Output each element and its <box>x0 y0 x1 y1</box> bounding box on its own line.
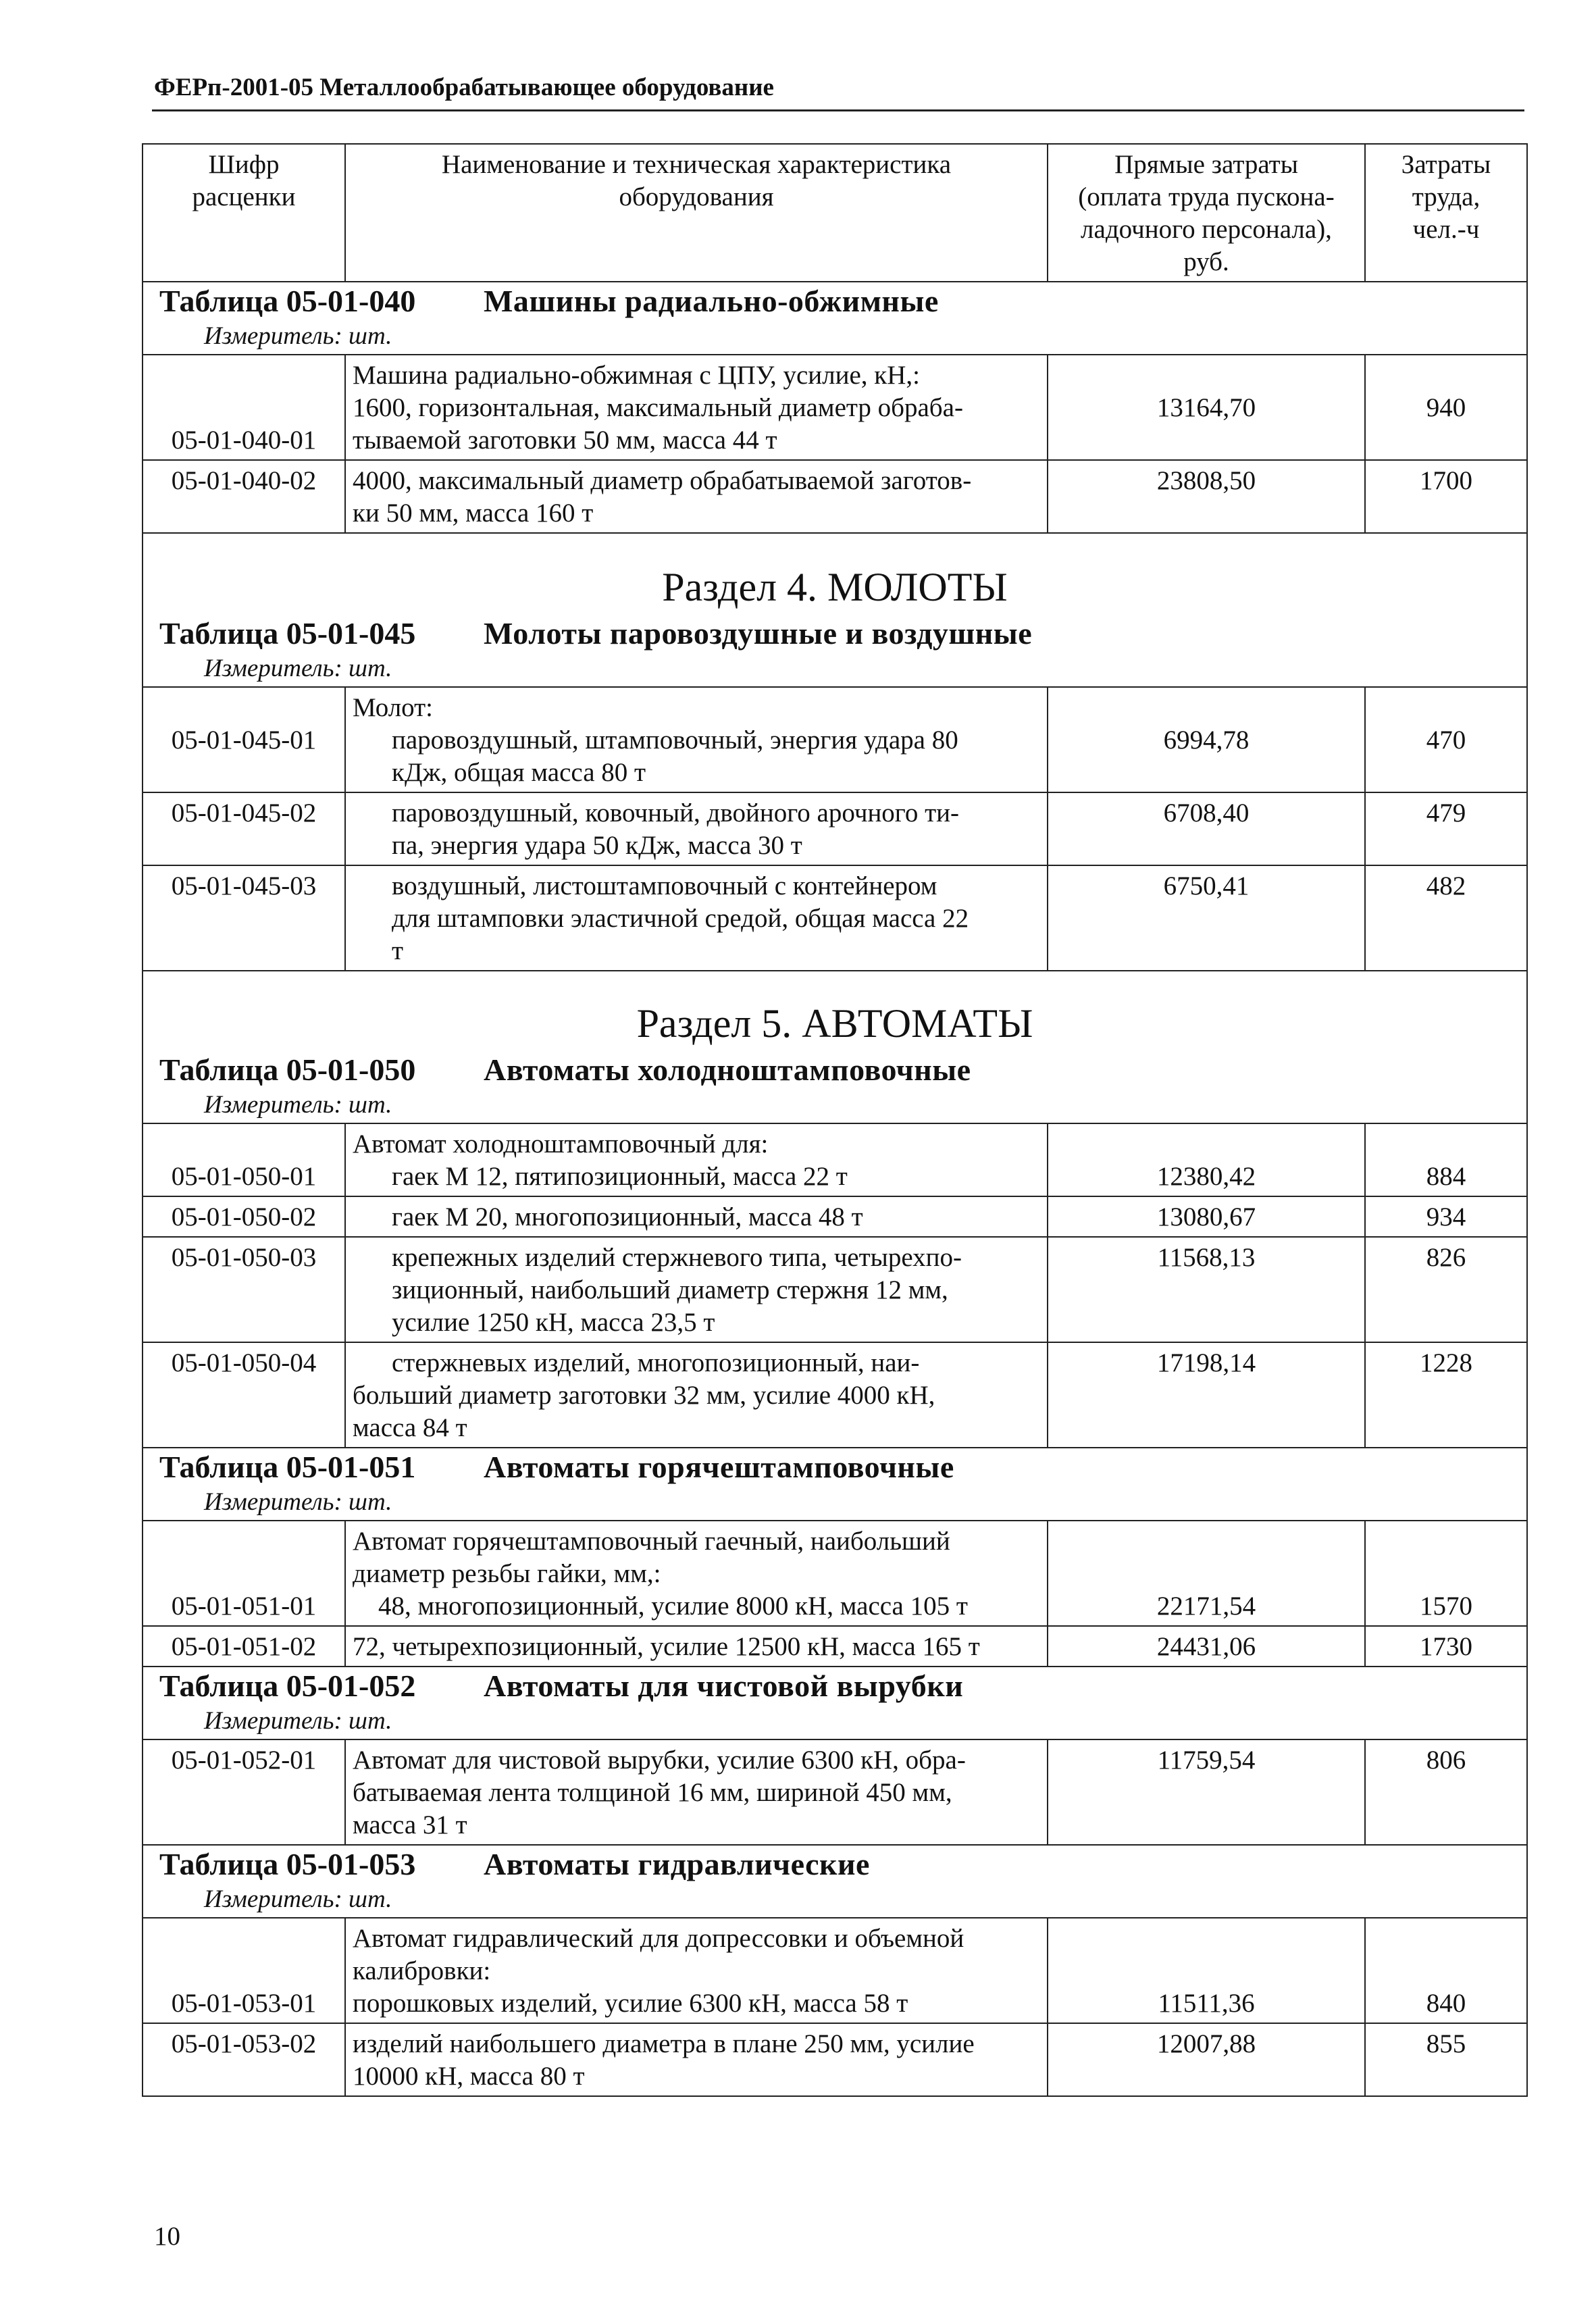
meter-row <box>143 1704 1527 1739</box>
meter-row <box>143 1088 1527 1123</box>
row-desc-line: тываемой заготовки 50 мм, масса 44 т <box>353 426 777 455</box>
row-cost: 23808,50 <box>1048 460 1365 533</box>
row-code: 05-01-053-02 <box>143 2023 345 2096</box>
table-title-row <box>143 1051 1527 1088</box>
section-title: Раздел 4. МОЛОТЫ <box>143 533 1527 615</box>
row-desc <box>345 865 1048 971</box>
header-direct-line: ладочного персонала), <box>1081 215 1332 244</box>
row-desc-line: паровоздушный, штамповочный, энергия удара 80 <box>392 726 958 755</box>
row-intro: Молот: <box>353 693 434 722</box>
row-desc-line: кДж, общая масса 80 т <box>392 758 646 787</box>
row-desc <box>345 687 1048 792</box>
header-code-line: расценки <box>192 182 296 211</box>
table-row <box>143 355 1527 460</box>
page-header: ФЕРп-2001-05 Металлообрабатывающее оборудование <box>154 74 774 101</box>
row-desc-line: изделий наибольшего диаметра в плане 250 мм, усилие <box>353 2029 975 2058</box>
row-code: 05-01-052-01 <box>143 1739 345 1845</box>
row-labor: 806 <box>1365 1739 1527 1845</box>
row-labor: 1730 <box>1365 1626 1527 1667</box>
row-cost: 12007,88 <box>1048 2023 1365 2096</box>
row-labor: 1570 <box>1365 1521 1527 1626</box>
table-row <box>143 1123 1527 1196</box>
header-direct-line: Прямые затраты <box>1114 150 1298 179</box>
row-cost: 11568,13 <box>1048 1237 1365 1342</box>
row-desc-line: гаек М 20, многопозиционный, масса 48 т <box>392 1202 863 1231</box>
row-cost <box>1048 687 1365 792</box>
table-row <box>143 2023 1527 2096</box>
meter-row <box>143 320 1527 355</box>
table-row <box>143 792 1527 865</box>
row-desc <box>345 355 1048 460</box>
row-code: 05-01-050-03 <box>143 1237 345 1342</box>
row-labor: 482 <box>1365 865 1527 971</box>
table-name: Молоты паровоздушные и воздушные <box>484 616 1033 651</box>
row-labor: 1228 <box>1365 1342 1527 1448</box>
row-desc <box>345 1918 1048 2023</box>
row-cost: 13080,67 <box>1048 1196 1365 1237</box>
row-desc-line: т <box>392 936 404 965</box>
table-row <box>143 1196 1527 1237</box>
row-labor: 1700 <box>1365 460 1527 533</box>
row-cost: 11511,36 <box>1048 1918 1365 2023</box>
row-desc <box>345 1342 1048 1448</box>
table-row <box>143 1626 1527 1667</box>
row-labor: 884 <box>1365 1123 1527 1196</box>
row-desc-line: крепежных изделий стержневого типа, четырехпо- <box>392 1243 962 1272</box>
table-code: Таблица 05-01-045 <box>159 616 416 651</box>
table-code: Таблица 05-01-040 <box>159 284 416 318</box>
row-desc-line: усилие 1250 кН, масса 23,5 т <box>392 1308 715 1337</box>
header-code-line: Шифр <box>208 150 280 179</box>
row-code: 05-01-040-02 <box>143 460 345 533</box>
row-labor: 840 <box>1365 1918 1527 2023</box>
header-name <box>345 144 1048 282</box>
header-direct-line: (оплата труда пускона- <box>1078 182 1335 211</box>
row-code: 05-01-045-02 <box>143 792 345 865</box>
row-desc-line: больший диаметр заготовки 32 мм, усилие 4000 кН, <box>353 1381 935 1410</box>
row-desc <box>345 792 1048 865</box>
row-code: 05-01-051-02 <box>143 1626 345 1667</box>
row-desc-line: паровоздушный, ковочный, двойного арочного ти- <box>392 798 959 828</box>
row-desc-line: 72, четырехпозиционный, усилие 12500 кН, масса 165 т <box>353 1632 980 1661</box>
row-code: 05-01-053-01 <box>143 1918 345 2023</box>
table-name: Автоматы для чистовой вырубки <box>484 1669 964 1703</box>
labor-value: 470 <box>1426 726 1466 755</box>
meter-row <box>143 1485 1527 1521</box>
row-intro: Машина радиально-обжимная с ЦПУ, усилие, кН,: <box>353 361 921 390</box>
labor-value: 940 <box>1426 393 1466 422</box>
row-desc-line: зиционный, наибольший диаметр стержня 12 мм, <box>392 1275 948 1304</box>
row-cost: 24431,06 <box>1048 1626 1365 1667</box>
table-name: Автоматы гидравлические <box>484 1847 870 1881</box>
row-cost: 12380,42 <box>1048 1123 1365 1196</box>
row-desc <box>345 1123 1048 1196</box>
row-code-text: 05-01-045-01 <box>171 726 317 755</box>
header-direct-line: руб. <box>1183 247 1229 276</box>
table-row <box>143 865 1527 971</box>
row-code: 05-01-051-01 <box>143 1521 345 1626</box>
row-desc <box>345 2023 1048 2096</box>
header-name-line: оборудования <box>619 182 774 211</box>
row-labor: 479 <box>1365 792 1527 865</box>
meter-row <box>143 1883 1527 1918</box>
header-code <box>143 144 345 282</box>
row-cost <box>1048 355 1365 460</box>
header-labor-line: чел.-ч <box>1412 215 1480 244</box>
row-desc-line: батываемая лента толщиной 16 мм, шириной 450 мм, <box>353 1778 952 1807</box>
meter-label: Измеритель: шт. <box>204 322 392 350</box>
row-desc <box>345 1196 1048 1237</box>
row-desc-line: ки 50 мм, масса 160 т <box>353 499 594 528</box>
row-desc-line: воздушный, листоштамповочный с контейнером <box>392 871 937 900</box>
row-desc-line: Автомат для чистовой вырубки, усилие 6300 кН, обра- <box>353 1746 966 1775</box>
header-rule <box>152 109 1524 111</box>
row-desc-line: стержневых изделий, многопозиционный, наи- <box>392 1348 920 1377</box>
table-row <box>143 1237 1527 1342</box>
row-intro: диаметр резьбы гайки, мм,: <box>353 1559 661 1588</box>
table-row <box>143 1342 1527 1448</box>
row-labor: 855 <box>1365 2023 1527 2096</box>
table-row <box>143 460 1527 533</box>
meter-label: Измеритель: шт. <box>204 1885 392 1913</box>
table-code: Таблица 05-01-053 <box>159 1847 416 1881</box>
table-row <box>143 687 1527 792</box>
row-desc-line: масса 31 т <box>353 1810 467 1839</box>
table-title-row <box>143 282 1527 320</box>
meter-label: Измеритель: шт. <box>204 1488 392 1516</box>
row-cost: 11759,54 <box>1048 1739 1365 1845</box>
table-row <box>143 1521 1527 1626</box>
section-title: Раздел 5. АВТОМАТЫ <box>143 971 1527 1051</box>
header-labor-line: Затраты <box>1401 150 1491 179</box>
cost-value: 13164,70 <box>1156 393 1256 422</box>
section-row <box>143 971 1527 1051</box>
meter-label: Измеритель: шт. <box>204 1091 392 1119</box>
price-table <box>142 143 1528 2097</box>
row-intro: Автомат горячештамповочный гаечный, наибольший <box>353 1527 950 1556</box>
meter-label: Измеритель: шт. <box>204 655 392 682</box>
row-intro: Автомат холодноштамповочный для: <box>353 1129 769 1159</box>
row-code: 05-01-040-01 <box>143 355 345 460</box>
row-cost: 22171,54 <box>1048 1521 1365 1626</box>
header-labor-line: труда, <box>1412 182 1481 211</box>
table-row <box>143 1739 1527 1845</box>
row-code <box>143 687 345 792</box>
row-desc-line: 1600, горизонтальная, максимальный диаметр обраба- <box>353 393 963 422</box>
section-row <box>143 533 1527 615</box>
row-desc <box>345 460 1048 533</box>
row-intro: Автомат гидравлический для допрессовки и объемной <box>353 1924 964 1953</box>
row-desc-line: гаек М 12, пятипозиционный, масса 22 т <box>392 1162 848 1191</box>
row-code: 05-01-050-02 <box>143 1196 345 1237</box>
header-labor <box>1365 144 1527 282</box>
row-code: 05-01-045-03 <box>143 865 345 971</box>
meter-label: Измеритель: шт. <box>204 1707 392 1735</box>
row-intro: калибровки: <box>353 1956 491 1985</box>
row-code: 05-01-050-01 <box>143 1123 345 1196</box>
meter-row <box>143 652 1527 687</box>
row-cost: 6750,41 <box>1048 865 1365 971</box>
row-labor <box>1365 355 1527 460</box>
page-number: 10 <box>154 2222 180 2251</box>
header-name-line: Наименование и техническая характеристика <box>441 150 952 179</box>
row-desc <box>345 1626 1048 1667</box>
header-direct <box>1048 144 1365 282</box>
table-name: Автоматы холодноштамповочные <box>484 1052 971 1087</box>
row-code: 05-01-050-04 <box>143 1342 345 1448</box>
table-title-row <box>143 1667 1527 1704</box>
table-title-row <box>143 615 1527 652</box>
row-desc-line: масса 84 т <box>353 1413 467 1442</box>
table-title-row <box>143 1448 1527 1485</box>
row-desc-line: па, энергия удара 50 кДж, масса 30 т <box>392 831 802 860</box>
cost-value: 6994,78 <box>1163 726 1250 755</box>
row-desc <box>345 1237 1048 1342</box>
row-desc <box>345 1521 1048 1626</box>
table-title-row <box>143 1845 1527 1883</box>
table-name: Машины радиально-обжимные <box>484 284 939 318</box>
row-labor: 934 <box>1365 1196 1527 1237</box>
table-code: Таблица 05-01-052 <box>159 1669 416 1703</box>
row-desc-line: для штамповки эластичной средой, общая масса 22 <box>392 904 969 933</box>
table-code: Таблица 05-01-050 <box>159 1052 416 1087</box>
table-name: Автоматы горячештамповочные <box>484 1450 954 1484</box>
table-code: Таблица 05-01-051 <box>159 1450 416 1484</box>
table-row <box>143 1918 1527 2023</box>
row-desc <box>345 1739 1048 1845</box>
row-cost: 6708,40 <box>1048 792 1365 865</box>
row-desc-line: 10000 кН, масса 80 т <box>353 2062 585 2091</box>
row-desc-line: 48, многопозиционный, усилие 8000 кН, масса 105 т <box>378 1592 968 1621</box>
row-cost: 17198,14 <box>1048 1342 1365 1448</box>
row-desc-line: 4000, максимальный диаметр обрабатываемой заготов- <box>353 466 972 495</box>
row-labor <box>1365 687 1527 792</box>
table-header-row <box>143 144 1527 282</box>
row-desc-line: порошковых изделий, усилие 6300 кН, масса 58 т <box>353 1989 908 2018</box>
row-labor: 826 <box>1365 1237 1527 1342</box>
